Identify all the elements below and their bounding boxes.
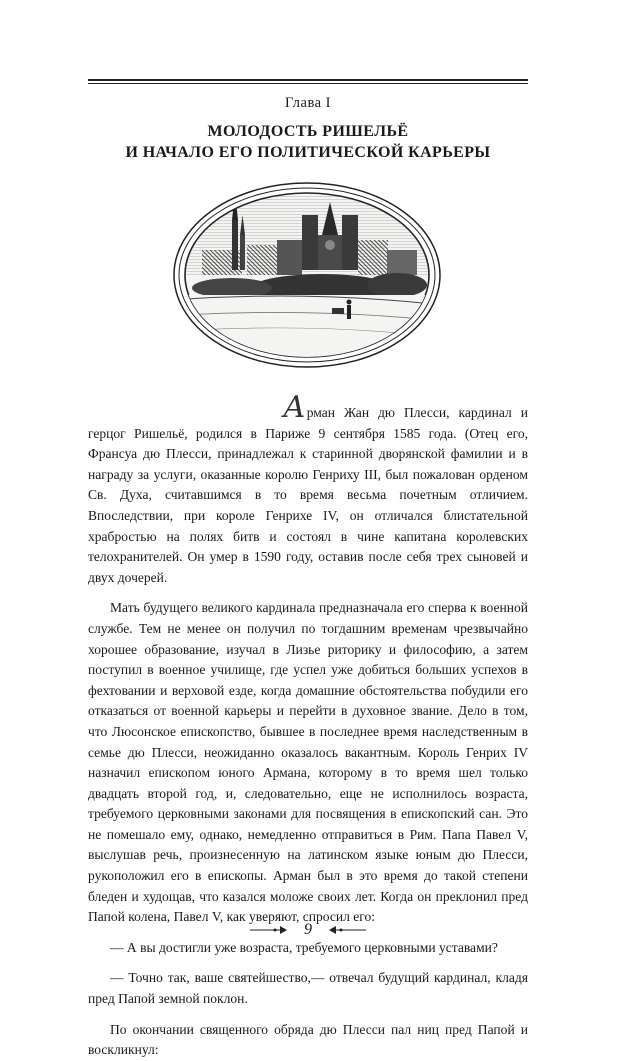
paragraph-3: По окончании священного обряда дю Плесси пал ниц пред Папой и воскликнул: [88, 1021, 528, 1058]
chapter-label: Глава I [284, 95, 331, 111]
body-text [88, 390, 528, 1061]
header-rule-thin [88, 83, 528, 84]
paris-cityscape-engraving-icon [172, 180, 442, 370]
chapter-title-line2: И НАЧАЛО ЕГО ПОЛИТИЧЕСКОЙ КАРЬЕРЫ [125, 144, 491, 161]
left-ornament-icon [250, 925, 290, 935]
page-footer [88, 921, 528, 939]
paragraph-1-text: рман Жан дю Плесси, кардинал и герцог Ришельё, родился в Париже 9 сентября 1585 года. (Отец его, Франсуа дю Плесси, принадлежал к старинной дворянской фамилии и в награду за услуги, оказанные королю Генриху III, был пожалован орденом Св. Духа, считавшимся в то время весьма почетным отличием. Впоследствии, при короле Генрихе IV, он отличался блистательной храбростью на полях битв и состоял в чине капитана королевских телохранителей. Он умер в 1590 году, оставив после себя трех сыновей и двух дочерей. [88, 405, 528, 585]
dialog-line-2: — Точно так, ваше святейшество,— отвечал будущий кардинал, кладя пред Папой земной поклон. [88, 970, 528, 1007]
paragraph-1 [88, 390, 528, 588]
chapter-title [88, 121, 528, 163]
right-ornament-icon [326, 925, 366, 935]
dialog-line-1: — А вы достигли уже возраста, требуемого церковными уставами? [110, 939, 498, 955]
chapter-title-line1: МОЛОДОСТЬ РИШЕЛЬЁ [207, 123, 409, 140]
page-number: 9 [304, 921, 312, 938]
paragraph-2: Мать будущего великого кардинала предназначала его сперва к военной службе. Тем не менее он получил по тогдашним временам чрезвычайно хорошее образование, изучал в Лизье риторику и философию, а затем поступил в военное училище, где успел уже добиться больших успехов в фехтовании и верховой езде, когда домашние обстоятельства побудили его отказаться от военной карьеры и перейти в духовное звание. Дело в том, что Люсонское епископство, бывшее в последнее время наследственным в семье дю Плесси, неожиданно оказалось вакантным. Король Генрих IV назначил епископом юного Армана, которому в то время шел только двадцать второй год, и, следовательно, еще не исполнилось возраста, требуемого церковными законами для посвящения в епископский сан. Это не помешало ему, однако, немедленно отправиться в Рим. Папа Павел V, выслушав речь, произнесенную на латинском языке юным дю Плесси, рукоположил его в епископы. Арман был в это время до такой степени бледен и худощав, что казался моложе своих лет. Когда он преклонил пред Папой колена, Павел V, как уверяют, спросил его: [88, 600, 528, 925]
header-rule [88, 79, 528, 81]
drop-cap: А [283, 390, 306, 425]
